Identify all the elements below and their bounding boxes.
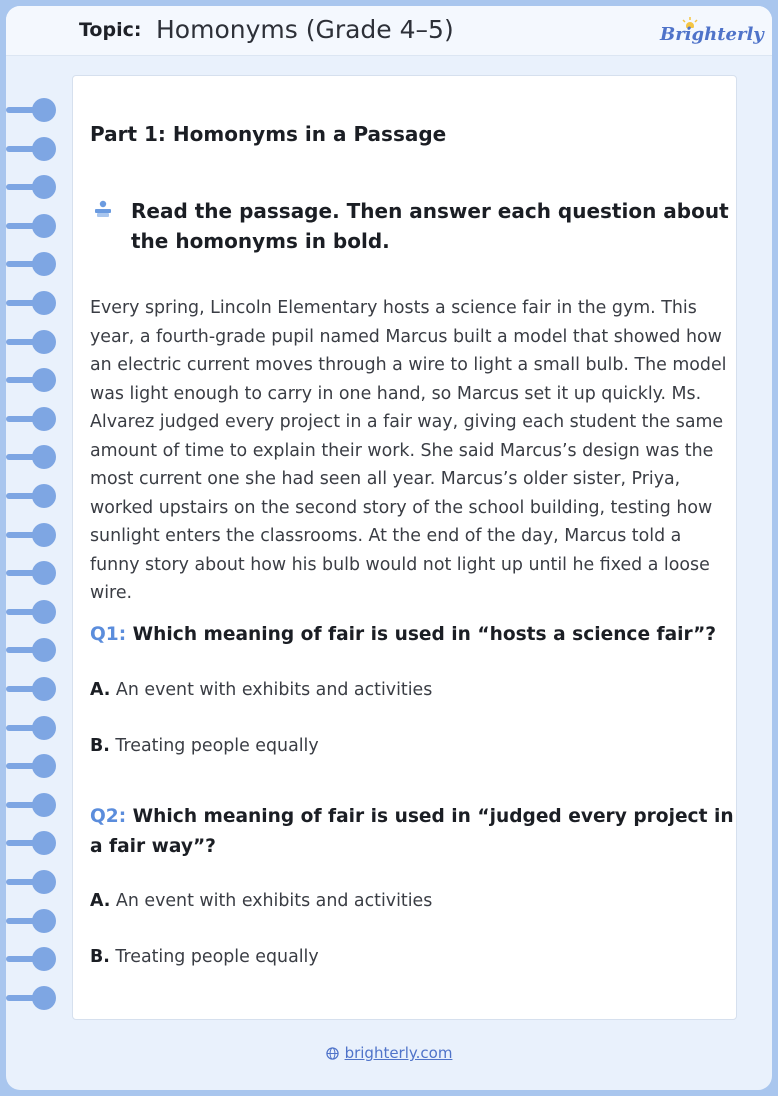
instructions: Read the passage. Then answer each question about the homonyms in bold. [131, 199, 729, 253]
binding-ring [6, 677, 64, 701]
binding-ring [6, 330, 64, 354]
option-text: Treating people equally [115, 947, 319, 967]
binding-ring [6, 600, 64, 624]
binding-ring [6, 291, 64, 315]
binding-ring [6, 870, 64, 894]
question-number: Q1: [90, 624, 127, 645]
binding-ring [6, 716, 64, 740]
binding-ring [6, 831, 64, 855]
option-text: Treating people equally [115, 736, 319, 756]
binding-ring [6, 909, 64, 933]
brighterly-logo [650, 16, 764, 50]
binding-ring [6, 368, 64, 392]
binding-ring [6, 638, 64, 662]
question-1 [90, 620, 735, 650]
spiral-binding [6, 98, 66, 1018]
binding-ring [6, 175, 64, 199]
part-title: Part 1: Homonyms in a Passage [90, 122, 447, 146]
footer-link[interactable]: brighterly.com [344, 1044, 453, 1062]
q2-option-b[interactable] [90, 947, 319, 967]
binding-ring [6, 561, 64, 585]
q2-option-a[interactable] [90, 891, 432, 911]
q1-option-b[interactable] [90, 736, 319, 756]
option-letter: A. [90, 891, 111, 911]
option-letter: B. [90, 736, 110, 756]
logo-text: Brighterly [660, 24, 764, 45]
binding-ring [6, 407, 64, 431]
binding-ring [6, 214, 64, 238]
option-letter: B. [90, 947, 110, 967]
question-number: Q2: [90, 806, 127, 827]
globe-icon [326, 1047, 339, 1060]
option-letter: A. [90, 680, 111, 700]
q1-option-a[interactable] [90, 680, 432, 700]
option-text: An event with exhibits and activities [115, 680, 433, 700]
reading-passage: Every spring, Lincoln Elementary hosts a science fair in the gym. This year, a fourth-grade pupil named Marcus built a model that showed how an electric current moves through a wire to light a small bulb. The model was light enough to carry in one hand, so Marcus set it up quickly. Ms. Alvarez judged every project in a fair way, giving each student the same amount of time to explain their work. She said Marcus’s design was the most current one she had seen all year. Marcus’s older sister, Priya, worked upstairs on the second story of the school building, testing how sunlight enters the classrooms. At the end of the day, Marcus told a funny story about how his bulb would not light up until he fixed a loose wire. [90, 298, 727, 603]
binding-ring [6, 523, 64, 547]
binding-ring [6, 793, 64, 817]
header-bar [6, 6, 772, 56]
binding-ring [6, 137, 64, 161]
binding-ring [6, 98, 64, 122]
topic-title: Homonyms (Grade 4–5) [156, 15, 454, 44]
student-desk-icon [92, 198, 114, 220]
binding-ring [6, 252, 64, 276]
question-2 [90, 802, 735, 862]
question-text: Which meaning of fair is used in “hosts a science fair”? [132, 624, 717, 645]
binding-ring [6, 947, 64, 971]
topic-label: Topic: [79, 19, 142, 41]
option-text: An event with exhibits and activities [115, 891, 433, 911]
question-text: Which meaning of fair is used in “judged every project in a fair way”? [90, 806, 734, 857]
binding-ring [6, 986, 64, 1010]
binding-ring [6, 484, 64, 508]
footer [0, 1044, 778, 1062]
binding-ring [6, 445, 64, 469]
binding-ring [6, 754, 64, 778]
